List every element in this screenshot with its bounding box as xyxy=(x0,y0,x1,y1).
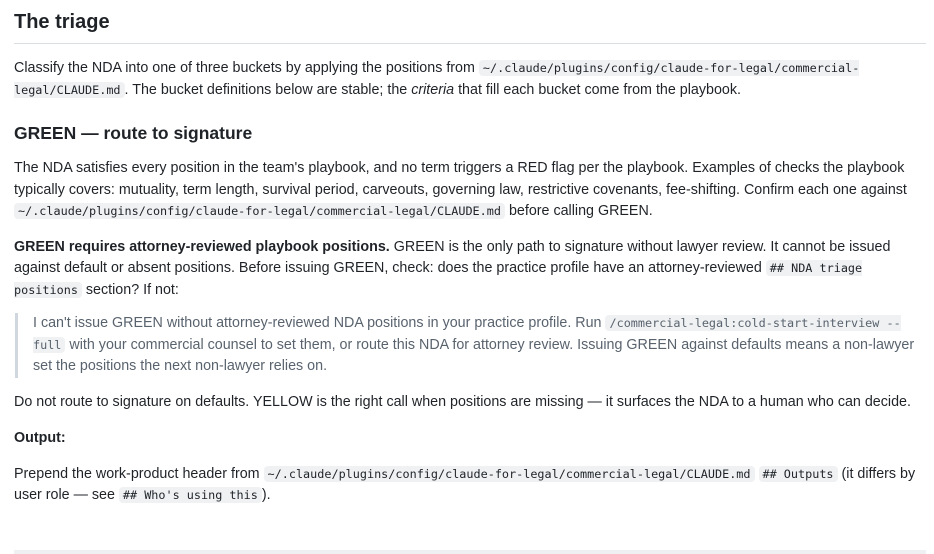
output-label-paragraph xyxy=(14,428,926,450)
intro-paragraph xyxy=(14,58,926,101)
prepend-text-3: (it differs by user role — see xyxy=(14,465,916,503)
requires-text-2: section? If not: xyxy=(81,281,179,298)
green-paragraph xyxy=(14,158,926,223)
requires-strong: GREEN requires attorney-reviewed playbook positions. xyxy=(14,238,390,255)
document xyxy=(14,0,926,507)
defaults-paragraph: Do not route to signature on defaults. YELLOW is the right call when positions are missing — it surfaces the NDA to a human who can decide. xyxy=(14,393,911,410)
prepend-outputs-code: ## Outputs xyxy=(759,466,838,482)
prepend-text-2 xyxy=(755,466,759,482)
prepend-config-path: ~/.claude/plugins/config/claude-for-legal/commercial-legal/CLAUDE.md xyxy=(264,466,755,482)
intro-criteria-emphasis: criteria xyxy=(411,81,455,98)
intro-config-path: ~/.claude/plugins/config/claude-for-legal/commercial-legal/CLAUDE.md xyxy=(14,61,860,97)
prepend-text-4: ). xyxy=(261,487,271,503)
requires-section-code: ## NDA triage positions xyxy=(14,261,863,297)
intro-text-3: that fill each bucket come from the playbook. xyxy=(454,81,741,98)
prepend-paragraph xyxy=(14,464,926,507)
green-text-1: The NDA satisfies every position in the team's playbook, and no term triggers a RED flag per the playbook. Examples of checks the playbook typically covers: mutuality, term length, survival period, carveouts, governing law, restrictive covenants, fee-shifting. Confirm each one against xyxy=(14,160,907,198)
requires-paragraph xyxy=(14,237,926,302)
prepend-text-1: Prepend the work-product header from xyxy=(14,465,264,482)
quote-text-1: I can't issue GREEN without attorney-reviewed NDA positions in your practice profile. Run xyxy=(33,315,606,331)
green-text-2: before calling GREEN. xyxy=(504,203,653,219)
bottom-divider xyxy=(14,550,926,554)
output-label: Output: xyxy=(14,430,66,446)
quote-paragraph xyxy=(33,313,926,378)
quote-text-2: with your commercial counsel to set them, or route this NDA for attorney review. Issuing GREEN against defaults means a non-lawyer set the positions the next non-lawyer relies on. xyxy=(33,336,915,374)
requires-text-1: GREEN is the only path to signature without lawyer review. It cannot be issued against default or absent positions. Before issuing GREEN, check: does the practice profile have an attorney-reviewed xyxy=(14,238,891,276)
prepend-whos-using-code: ## Who's using this xyxy=(119,487,262,503)
intro-text-2: . The bucket definitions below are stable; the xyxy=(124,81,412,98)
intro-text-1: Classify the NDA into one of three buckets by applying the positions from xyxy=(14,60,479,76)
warning-blockquote xyxy=(15,313,926,378)
green-section-heading: GREEN — route to signature xyxy=(14,123,253,143)
quote-command-code: /commercial-legal:cold-start-interview --full xyxy=(33,316,901,352)
page-title: The triage xyxy=(14,0,926,44)
green-config-path: ~/.claude/plugins/config/claude-for-legal/commercial-legal/CLAUDE.md xyxy=(14,203,505,219)
